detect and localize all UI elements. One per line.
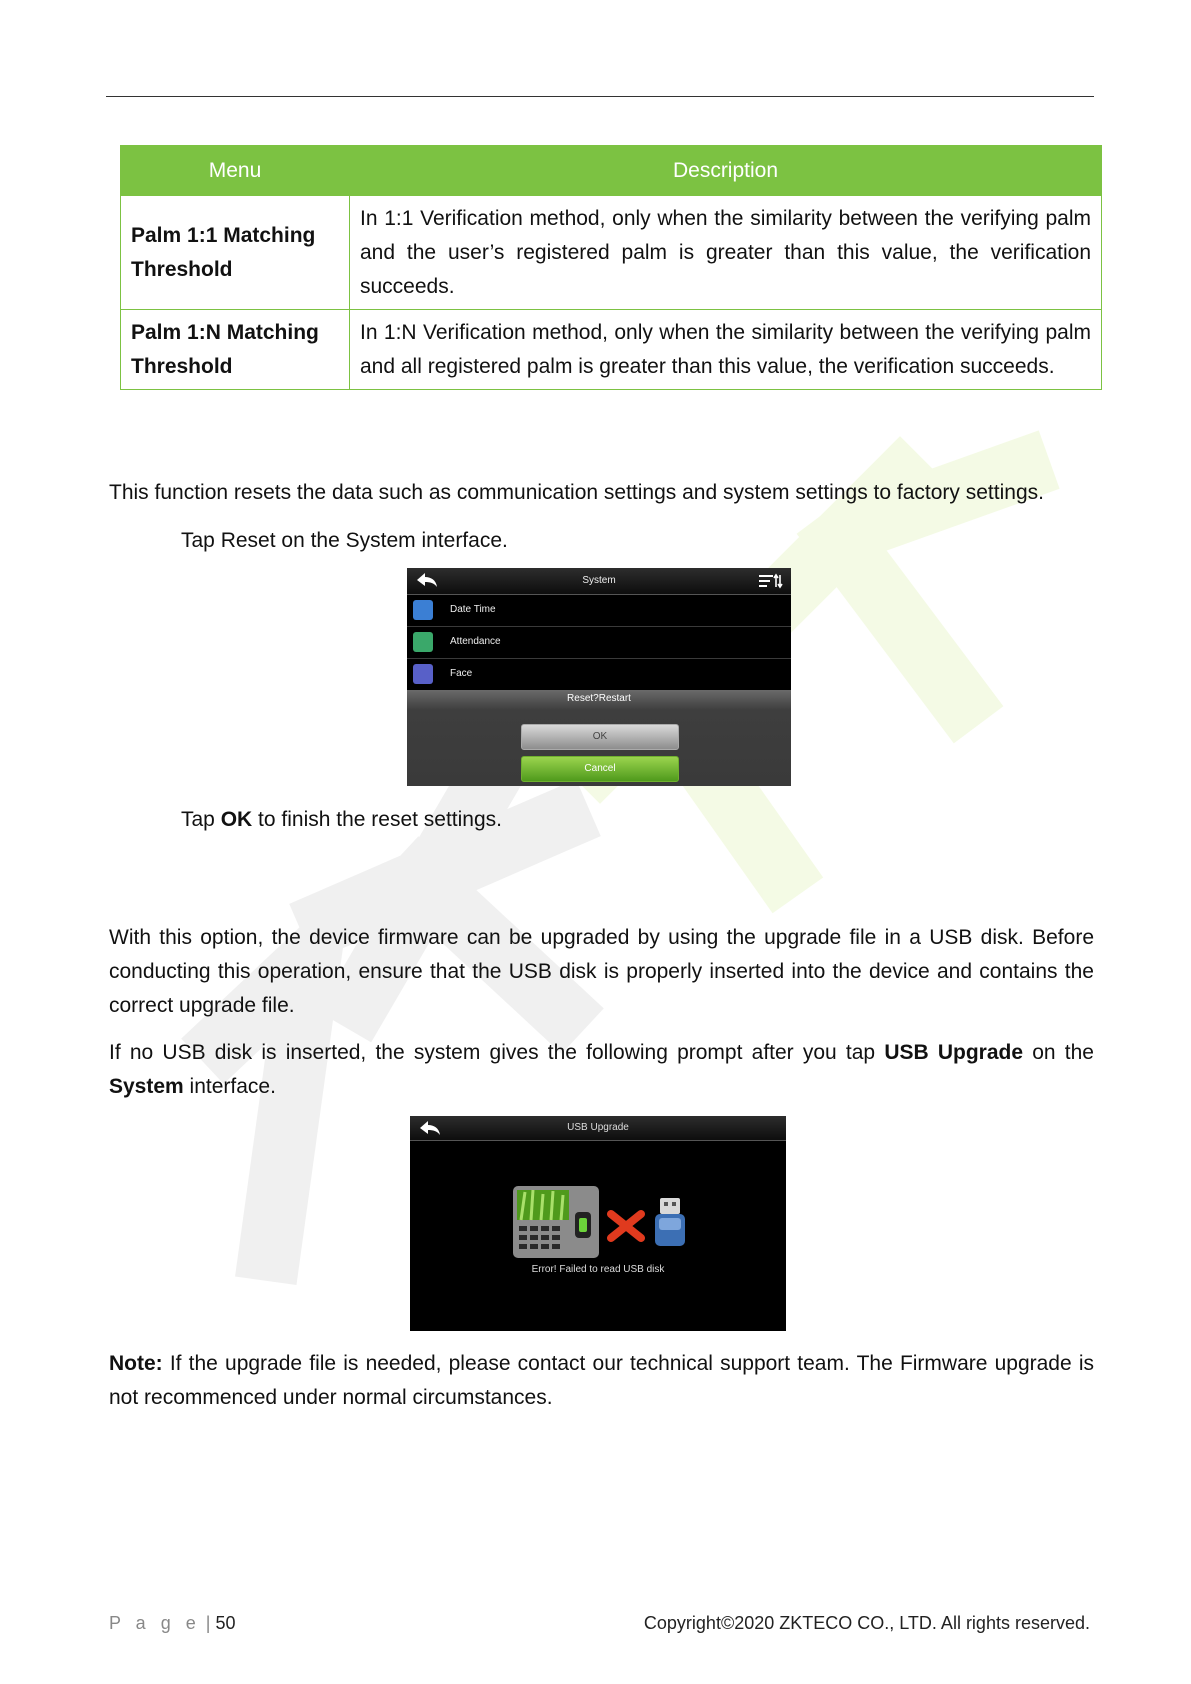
ok-label: OK [220, 808, 253, 831]
list-item-attendance[interactable] [407, 627, 791, 659]
dialog-title: Reset?Restart [567, 693, 631, 704]
list-item-face[interactable] [407, 659, 791, 691]
usb-prompt [109, 1036, 1094, 1104]
menu-cell: Palm 1:N Matching Threshold [121, 310, 350, 390]
list-item-label: Date Time [450, 604, 496, 615]
step-text: Tap [181, 808, 221, 831]
table-header-row [121, 146, 1102, 196]
title-bar [407, 568, 791, 595]
usb-upgrade-screen [410, 1116, 786, 1331]
page-number [109, 1613, 235, 1634]
page-label: P a g e [109, 1613, 201, 1633]
page-separator: | [205, 1613, 211, 1633]
screen-title: System [582, 575, 616, 586]
prompt-text: If no USB disk is inserted, the system gives the following prompt after you tap [109, 1041, 885, 1064]
description-cell: In 1:1 Verification method, only when the similarity between the verifying palm and the user’s registered palm is greater than this value, the verification succeeds. [350, 196, 1102, 310]
error-message: Error! Failed to read USB disk [531, 1264, 665, 1275]
cancel-button[interactable]: Cancel [521, 756, 679, 782]
list-item-label: Face [450, 668, 473, 679]
reset-step-1: Tap Reset on the System interface. [181, 529, 508, 552]
prompt-text: on the [1023, 1041, 1094, 1064]
device-terminal-icon [513, 1186, 599, 1258]
header-rule [106, 96, 1094, 97]
usb-disk-icon [653, 1196, 687, 1248]
step-text: to finish the reset settings. [252, 808, 502, 831]
table-row [121, 196, 1102, 310]
list-item-label: Attendance [450, 636, 501, 647]
reset-step-2 [181, 803, 502, 837]
description-cell: In 1:N Verification method, only when the similarity between the verifying palm and all registered palm is greater than this value, the verification succeeds. [350, 310, 1102, 390]
note-text: If the upgrade file is needed, please contact our technical support team. The Firmware upgrade is not recommenced under normal circumstances. [109, 1352, 1094, 1409]
copyright: Copyright©2020 ZKTECO CO., LTD. All rights reserved. [643, 1613, 1090, 1633]
note [109, 1347, 1094, 1415]
ok-button[interactable]: OK [521, 724, 679, 750]
prompt-text: interface. [183, 1075, 276, 1098]
menu-column-header: Menu [121, 146, 350, 196]
usb-intro: With this option, the device firmware can be upgraded by using the upgrade file in a USB disk. Before conducting this operation, ensure that the USB disk is properly inserted into the device and contains the correct upgrade file. [109, 926, 1094, 1017]
date-time-icon [413, 600, 433, 620]
title-bar [410, 1116, 786, 1141]
usb-upgrade-label: USB Upgrade [884, 1041, 1024, 1064]
attendance-icon [413, 632, 433, 652]
settings-table [120, 145, 1102, 390]
system-screen [407, 568, 791, 786]
table-row [121, 310, 1102, 390]
menu-sort-icon[interactable] [759, 573, 785, 589]
menu-cell: Palm 1:1 Matching Threshold [121, 196, 350, 310]
reset-intro: This function resets the data such as communication settings and system settings to factory settings. [109, 481, 1044, 504]
page-number-value: 50 [215, 1613, 236, 1633]
face-icon [413, 664, 433, 684]
screen-title: USB Upgrade [567, 1122, 629, 1133]
system-label: System [109, 1075, 184, 1098]
error-x-icon [607, 1208, 645, 1244]
note-label: Note: [109, 1352, 163, 1375]
description-column-header: Description [350, 146, 1102, 196]
reset-dialog [407, 690, 791, 786]
list-item-date-time[interactable] [407, 595, 791, 627]
